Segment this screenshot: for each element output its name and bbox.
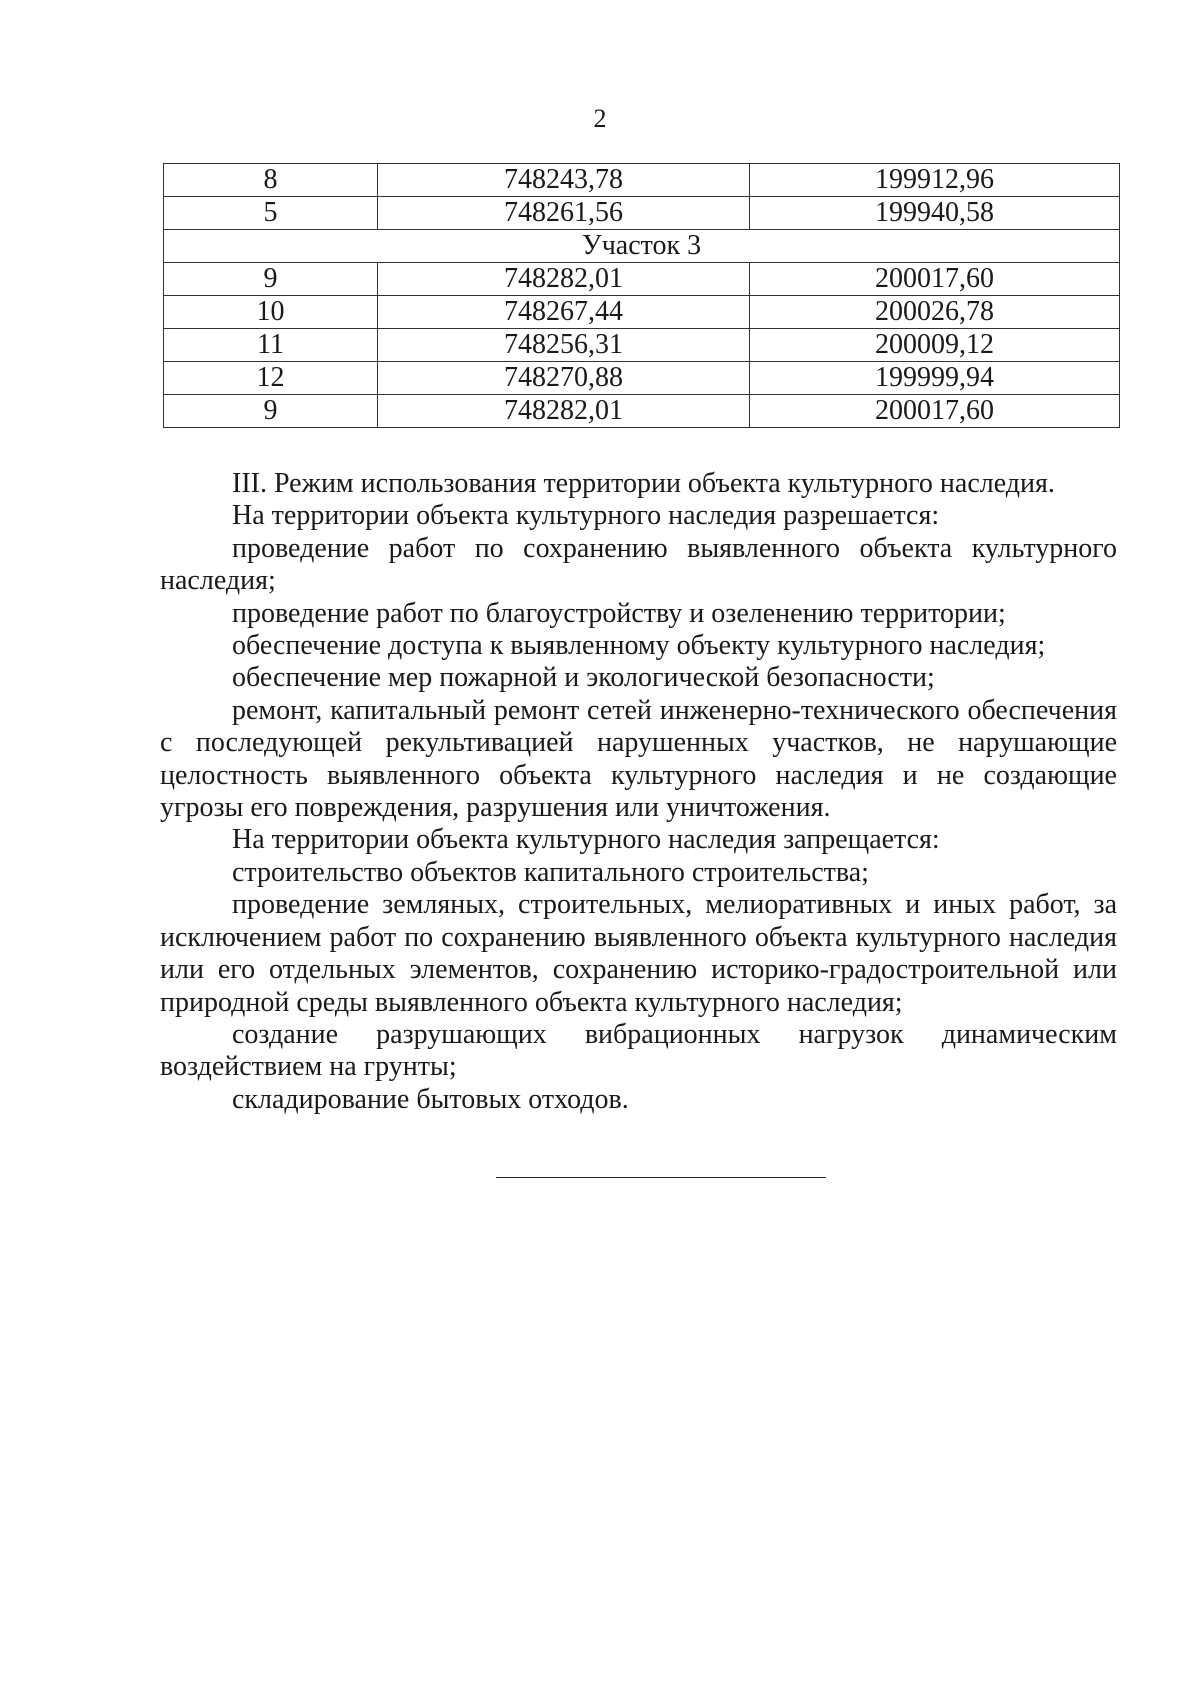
coord-y: 199940,58 — [750, 197, 1120, 230]
paragraph: проведение работ по благоустройству и озеленению территории; — [232, 597, 1006, 629]
coord-y: 200026,78 — [750, 296, 1120, 329]
coord-x: 748282,01 — [378, 395, 750, 428]
point-number: 5 — [164, 197, 378, 230]
paragraph: складирование бытовых отходов. — [232, 1083, 629, 1115]
section-row — [164, 230, 1120, 263]
point-number: 12 — [164, 362, 378, 395]
point-number: 10 — [164, 296, 378, 329]
coord-x: 748256,31 — [378, 329, 750, 362]
table-row — [164, 329, 1120, 362]
coord-y: 199999,94 — [750, 362, 1120, 395]
page-number: 2 — [593, 104, 607, 133]
point-number: 11 — [164, 329, 378, 362]
table-row — [164, 362, 1120, 395]
table-row — [164, 296, 1120, 329]
coord-y: 199912,96 — [750, 164, 1120, 197]
document-body — [160, 468, 1117, 1116]
coord-x: 748270,88 — [378, 362, 750, 395]
end-divider — [496, 1177, 826, 1178]
section-heading: Участок 3 — [164, 230, 1120, 263]
paragraph: проведение работ по сохранению выявленного объекта культурного наследия; — [160, 532, 1117, 597]
coord-x: 748243,78 — [378, 164, 750, 197]
point-number: 9 — [164, 395, 378, 428]
point-number: 8 — [164, 164, 378, 197]
paragraph: обеспечение доступа к выявленному объекту культурного наследия; — [232, 630, 1046, 662]
coord-x: 748267,44 — [378, 296, 750, 329]
coord-y: 200009,12 — [750, 329, 1120, 362]
section-title: III. Режим использования территории объекта культурного наследия. — [232, 468, 1055, 499]
paragraph: На территории объекта культурного наследия разрешается: — [232, 500, 940, 532]
paragraph: обеспечение мер пожарной и экологической безопасности; — [232, 662, 935, 694]
table-row — [164, 263, 1120, 296]
coord-x: 748261,56 — [378, 197, 750, 230]
coord-x: 748282,01 — [378, 263, 750, 296]
paragraph: На территории объекта культурного наследия запрещается: — [232, 824, 940, 856]
coord-y: 200017,60 — [750, 263, 1120, 296]
paragraph: строительство объектов капитального строительства; — [232, 856, 869, 888]
table-row — [164, 164, 1120, 197]
paragraph: проведение земляных, строительных, мелиоративных и иных работ, за исключением работ по сохранению выявленного объекта культурного наследия или его отдельных элементов, сохранению историко-градостроительной или природной среды выявленного объекта культурного наследия; — [160, 889, 1117, 1018]
coord-y: 200017,60 — [750, 395, 1120, 428]
coordinates-table — [163, 163, 1120, 428]
table-row — [164, 197, 1120, 230]
paragraph: ремонт, капитальный ремонт сетей инженерно-технического обеспечения с последующей рекультивацией нарушенных участков, не нарушающие целостность выявленного объекта культурного наследия и не создающие угрозы его повреждения, разрушения или уничтожения. — [160, 694, 1117, 824]
table-row — [164, 395, 1120, 428]
point-number: 9 — [164, 263, 378, 296]
paragraph: создание разрушающих вибрационных нагрузок динамическим воздействием на грунты; — [160, 1018, 1117, 1083]
